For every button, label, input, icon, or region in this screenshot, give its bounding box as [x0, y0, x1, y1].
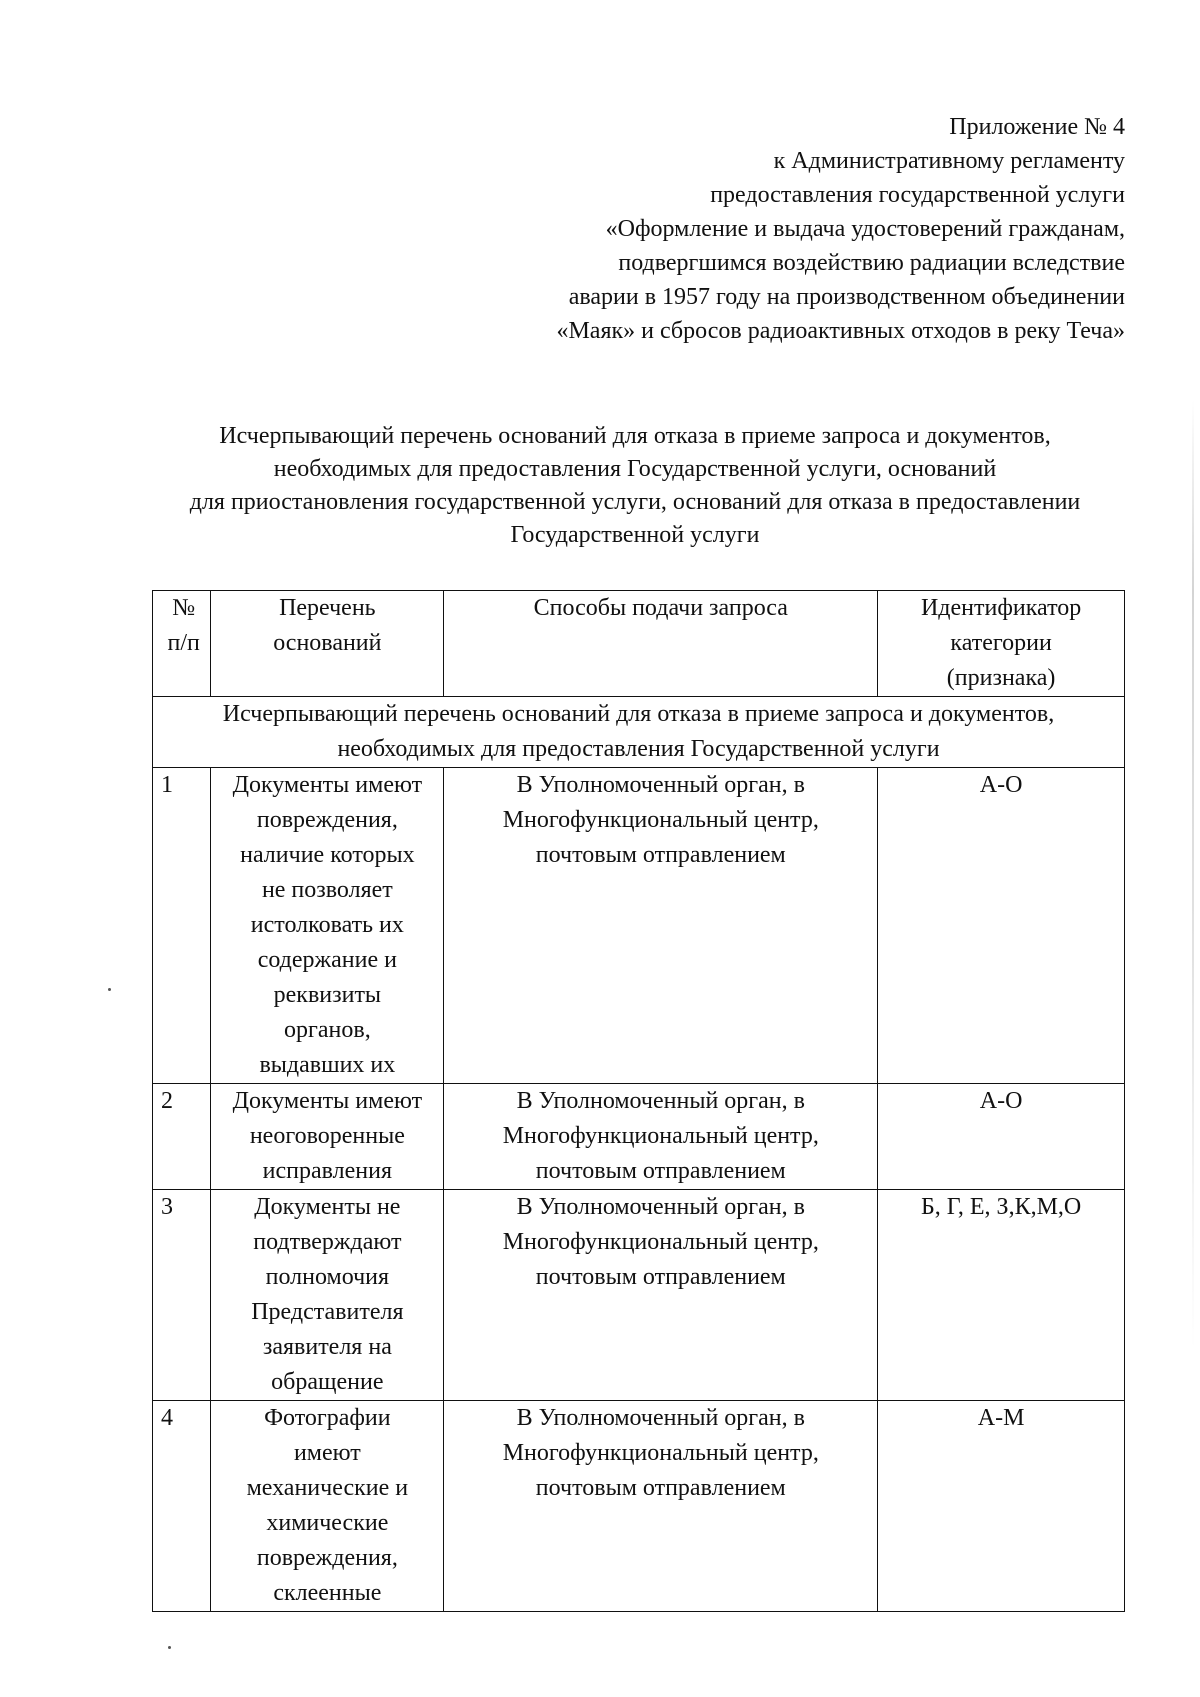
header-num-line: № — [172, 595, 196, 621]
grounds-line: повреждения, — [256, 1545, 398, 1571]
method-line: В Уполномоченный орган, в — [516, 1405, 805, 1431]
row-grounds — [211, 1401, 444, 1612]
header-identifier — [878, 591, 1125, 697]
grounds-line: полномочия — [265, 1264, 390, 1290]
header-identifier-line: (признака) — [946, 665, 1056, 691]
method-line: В Уполномоченный орган, в — [516, 1088, 805, 1114]
table-header-row — [153, 591, 1125, 697]
header-grounds-line: оснований — [273, 630, 382, 656]
header-num-line: п/п — [167, 630, 200, 656]
row-grounds — [211, 768, 444, 1084]
title-line: Исчерпывающий перечень оснований для отказа в приеме запроса и документов, — [219, 423, 1051, 449]
grounds-line: выдавших их — [259, 1052, 396, 1078]
document-title — [140, 420, 1130, 552]
appendix-line: аварии в 1957 году на производственном объединении — [568, 284, 1125, 310]
title-line: Государственной услуги — [510, 522, 760, 548]
header-identifier-line: Идентификатор — [920, 595, 1082, 621]
header-num — [153, 591, 211, 697]
grounds-line: содержание и — [257, 947, 397, 973]
grounds-line: заявителя на — [262, 1334, 392, 1360]
grounds-line: неоговоренные — [249, 1123, 405, 1149]
title-line: необходимых для предоставления Государственной услуги, оснований — [273, 456, 997, 482]
appendix-reference — [556, 110, 1125, 348]
grounds-line: обращение — [271, 1369, 384, 1395]
grounds-line: Представителя — [251, 1299, 404, 1325]
method-line: Многофункциональный центр, — [502, 1123, 819, 1149]
grounds-line: органов, — [284, 1017, 371, 1043]
section-row — [153, 697, 1125, 768]
grounds-line: Документы не — [254, 1194, 401, 1220]
header-method-line: Способы подачи запроса — [533, 595, 788, 621]
row-method — [444, 1190, 878, 1401]
method-line: почтовым отправлением — [535, 1475, 786, 1501]
method-line: Многофункциональный центр, — [502, 1229, 819, 1255]
row-num: 1 — [153, 768, 211, 1084]
appendix-line: Приложение № 4 — [949, 114, 1125, 140]
header-grounds — [211, 591, 444, 697]
row-identifier: А-О — [878, 768, 1125, 1084]
grounds-line: подтверждают — [253, 1229, 402, 1255]
table-row — [153, 1401, 1125, 1612]
table-row — [153, 1190, 1125, 1401]
grounds-line: повреждения, — [256, 807, 398, 833]
row-identifier: Б, Г, Е, З,К,М,О — [878, 1190, 1125, 1401]
row-num: 2 — [153, 1084, 211, 1190]
grounds-line: наличие которых — [240, 842, 415, 868]
method-line: Многофункциональный центр, — [502, 807, 819, 833]
row-method — [444, 768, 878, 1084]
row-num: 3 — [153, 1190, 211, 1401]
scan-speck — [168, 1646, 171, 1649]
appendix-line: предоставления государственной услуги — [710, 182, 1125, 208]
row-method — [444, 1084, 878, 1190]
appendix-line: «Оформление и выдача удостоверений гражданам, — [605, 216, 1125, 242]
grounds-line: Документы имеют — [232, 772, 423, 798]
header-grounds-line: Перечень — [279, 595, 376, 621]
row-num: 4 — [153, 1401, 211, 1612]
method-line: Многофункциональный центр, — [502, 1440, 819, 1466]
row-method — [444, 1401, 878, 1612]
method-line: почтовым отправлением — [535, 1264, 786, 1290]
grounds-line: механические и — [246, 1475, 409, 1501]
appendix-line: подвергшимся воздействию радиации вследствие — [618, 250, 1125, 276]
appendix-line: к Административному регламенту — [773, 148, 1125, 174]
section-line: необходимых для предоставления Государственной услуги — [337, 736, 940, 762]
grounds-line: Фотографии — [264, 1405, 391, 1431]
grounds-line: истолковать их — [250, 912, 404, 938]
title-line: для приостановления государственной услуги, оснований для отказа в предоставлении — [189, 489, 1081, 515]
row-grounds — [211, 1084, 444, 1190]
row-grounds — [211, 1190, 444, 1401]
header-method — [444, 591, 878, 697]
grounds-line: исправления — [262, 1158, 393, 1184]
row-identifier: А-М — [878, 1401, 1125, 1612]
grounds-line: склеенные — [273, 1580, 382, 1606]
section-heading — [153, 697, 1125, 768]
row-identifier: А-О — [878, 1084, 1125, 1190]
scan-speck — [108, 988, 111, 991]
table-row — [153, 1084, 1125, 1190]
appendix-line: «Маяк» и сбросов радиоактивных отходов в реку Теча» — [556, 318, 1125, 344]
grounds-line: химические — [266, 1510, 389, 1536]
grounds-table — [152, 590, 1125, 1612]
table-row — [153, 768, 1125, 1084]
method-line: В Уполномоченный орган, в — [516, 772, 805, 798]
scan-edge-artifact — [1192, 400, 1194, 1350]
method-line: В Уполномоченный орган, в — [516, 1194, 805, 1220]
method-line: почтовым отправлением — [535, 842, 786, 868]
section-line: Исчерпывающий перечень оснований для отказа в приеме запроса и документов, — [222, 701, 1055, 727]
grounds-line: Документы имеют — [232, 1088, 423, 1114]
method-line: почтовым отправлением — [535, 1158, 786, 1184]
grounds-line: реквизиты — [273, 982, 382, 1008]
header-identifier-line: категории — [950, 630, 1052, 656]
grounds-line: не позволяет — [261, 877, 393, 903]
grounds-line: имеют — [293, 1440, 361, 1466]
